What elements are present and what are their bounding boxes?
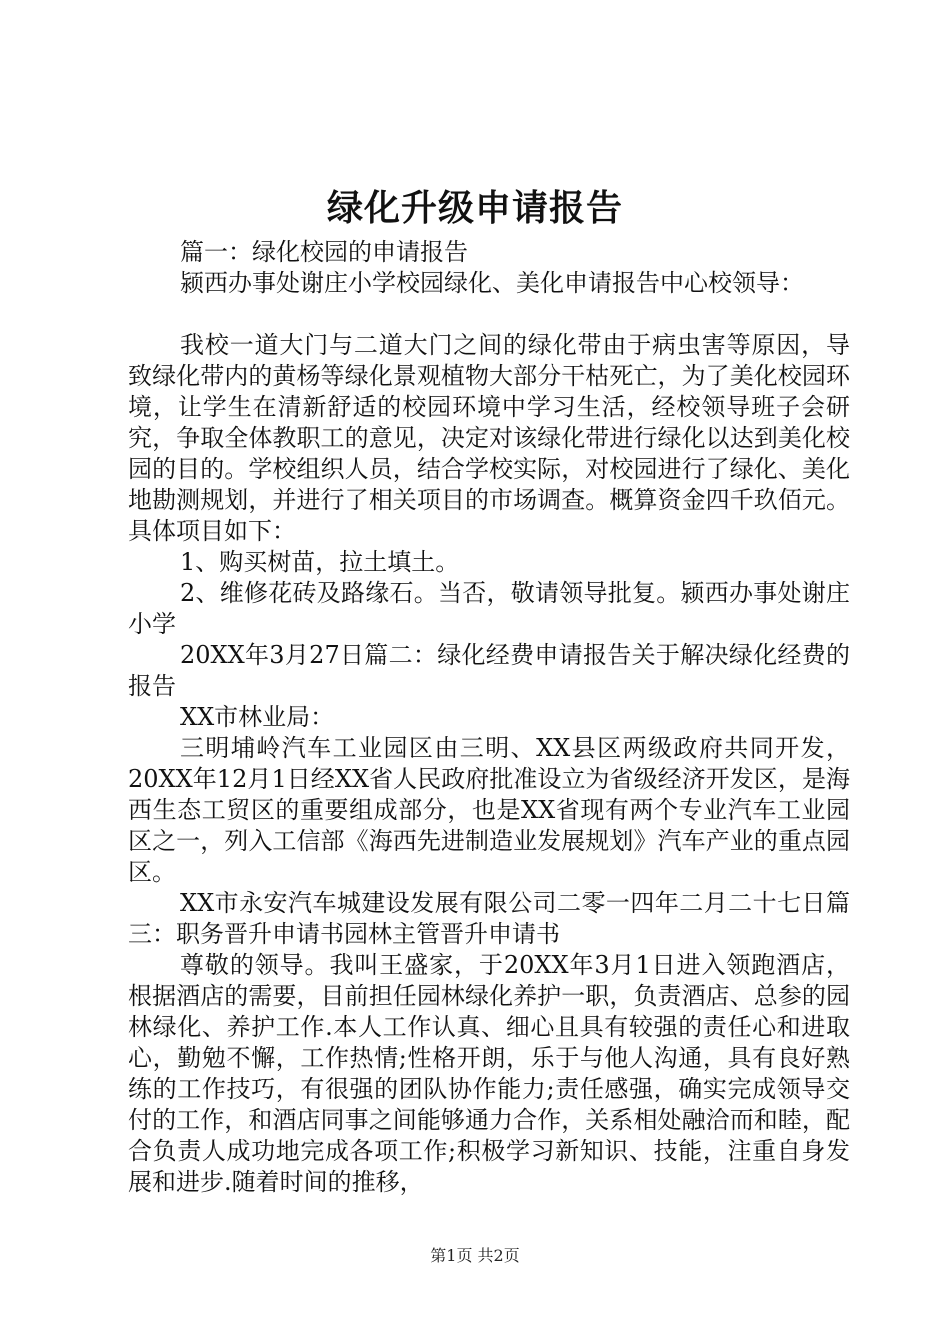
- blank-line: [128, 299, 850, 330]
- paragraph: 三明埔岭汽车工业园区由三明、XX县区两级政府共同开发，20XX年12月1日经XX省人民政府批准设立为省级经济开发区，是海西生态工贸区的重要组成部分，也是XX省现有两个专业汽车工业园区之一，列入工信部《海西先进制造业发展规划》汽车产业的重点园区。: [128, 734, 850, 886]
- paragraph: 颍西办事处谢庄小学校园绿化、美化申请报告中心校领导：: [180, 269, 804, 297]
- paragraph: 尊敬的领导。我叫王盛家，于20XX年3月1日进入领跑酒店，根据酒店的需要，目前担任园林绿化养护一职，负责酒店、总参的园林绿化、养护工作.本人工作认真、细心且具有较强的责任心和进取心，勤勉不懈，工作热情;性格开朗，乐于与他人沟通，具有良好熟练的工作技巧，有很强的团队协作能力;责任感强，确实完成领导交付的工作，和酒店同事之间能够通力合作，关系相处融洽而和睦，配合负责人成功地完成各项工作;积极学习新知识、技能，注重自身发展和进步.随着时间的推移，: [128, 951, 850, 1196]
- paragraph: 20XX年3月27日篇二：绿化经费申请报告关于解决绿化经费的报告: [128, 641, 850, 700]
- page-footer: 第1页 共2页: [430, 1246, 520, 1265]
- paragraph: XX市林业局：: [180, 703, 335, 731]
- paragraph: XX市永安汽车城建设发展有限公司二零一四年二月二十七日篇三：职务晋升申请书园林主管晋升申请书: [128, 889, 850, 948]
- paragraph: 篇一：绿化校园的申请报告: [180, 238, 468, 266]
- paragraph: 2、维修花砖及路缘石。当否，敬请领导批复。颍西办事处谢庄小学: [128, 579, 850, 638]
- paragraph: 我校一道大门与二道大门之间的绿化带由于病虫害等原因，导致绿化带内的黄杨等绿化景观植物大部分干枯死亡，为了美化校园环境，让学生在清新舒适的校园环境中学习生活，经校领导班子会研究，争取全体教职工的意见，决定对该绿化带进行绿化以达到美化校园的目的。学校组织人员，结合学校实际，对校园进行了绿化、美化地勘测规划，并进行了相关项目的市场调查。概算资金四千玖佰元。具体项目如下：: [128, 331, 850, 545]
- document-body: [128, 237, 850, 1198]
- paragraph: 1、购买树苗，拉土填土。: [180, 548, 460, 576]
- document-title: 绿化升级申请报告: [326, 187, 623, 229]
